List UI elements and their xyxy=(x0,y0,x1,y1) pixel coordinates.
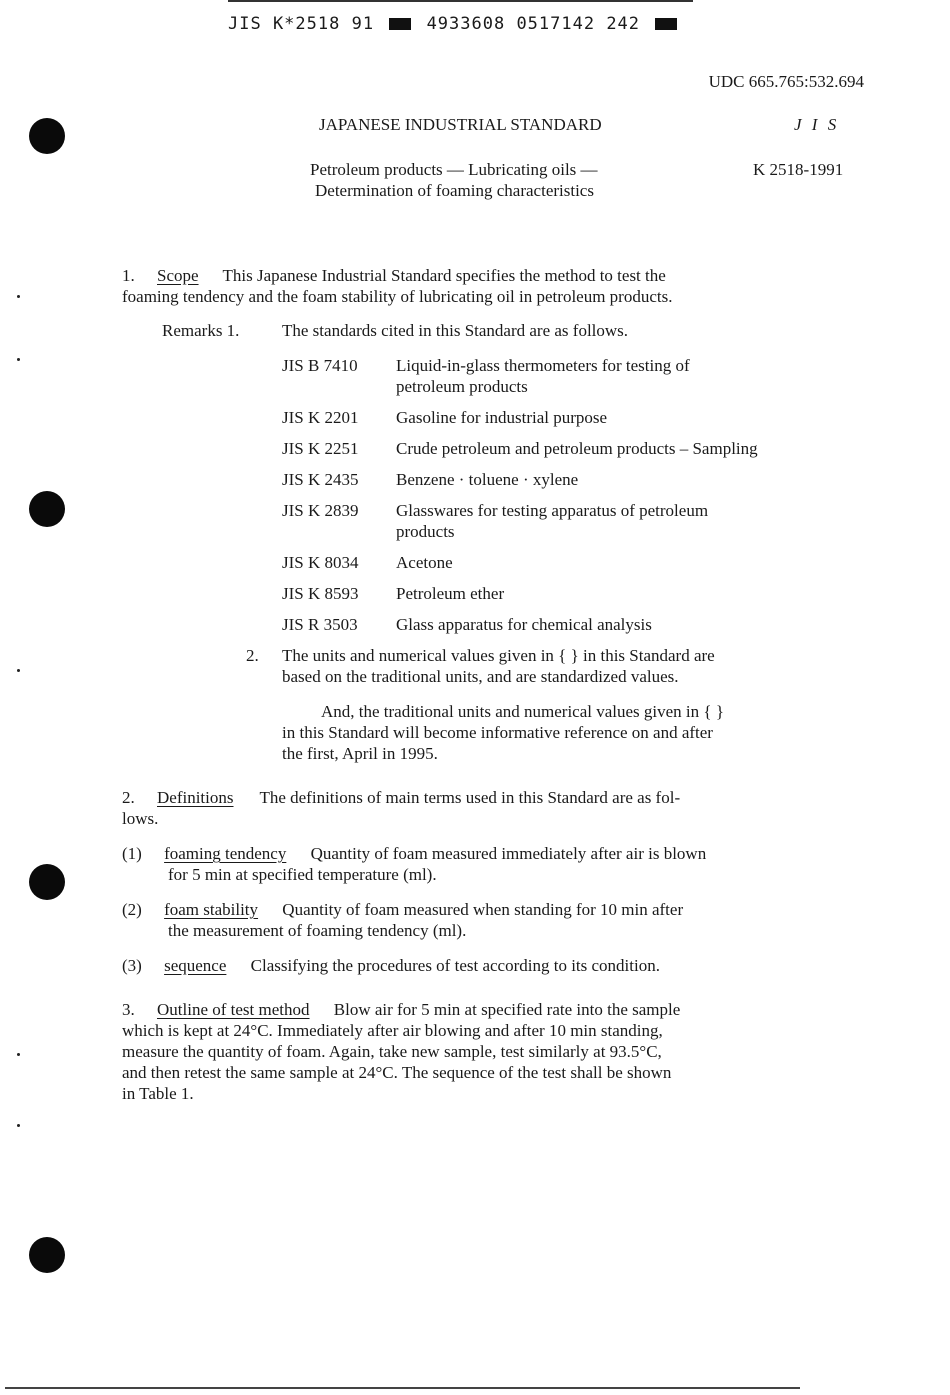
definition-text-cont: the measurement of foaming tendency (ml). xyxy=(168,921,467,940)
cited-standard-code: JIS K 2251 xyxy=(282,439,359,458)
binder-hole xyxy=(29,1237,65,1273)
cited-standard-title: Benzene · toluene · xylene xyxy=(396,470,579,489)
definition-text: Classifying the procedures of test according to its condition. xyxy=(250,956,660,975)
cited-standard-title: Petroleum ether xyxy=(396,584,505,603)
cited-standard-title: Acetone xyxy=(396,553,453,572)
remark-2-para2-cont: the first, April in 1995. xyxy=(282,744,438,763)
doc-title-line2: Determination of foaming characteristics xyxy=(315,181,594,200)
udc-number: UDC 665.765:532.694 xyxy=(708,72,864,91)
section-number: 2. xyxy=(122,788,135,807)
definition-text: Quantity of foam measured immediately after air is blown xyxy=(310,844,707,863)
scan-speck xyxy=(17,358,20,361)
cited-standard-title-cont: petroleum products xyxy=(396,377,528,396)
definitions-section xyxy=(122,788,680,808)
outline-text-cont: which is kept at 24°C. Immediately after air blowing and after 10 min standing, xyxy=(122,1021,663,1040)
binder-hole xyxy=(29,864,65,900)
standard-number: K 2518-1991 xyxy=(753,160,844,179)
remarks-text: The standards cited in this Standard are as follows. xyxy=(282,321,629,340)
scan-speck xyxy=(17,669,20,672)
definition-item xyxy=(122,900,683,920)
remark-2-number: 2. xyxy=(246,646,259,665)
doc-title-line1: Petroleum products — Lubricating oils — xyxy=(310,160,598,179)
definition-term: foam stability xyxy=(164,900,259,919)
definition-number: (1) xyxy=(122,844,142,863)
cited-standard-title: Gasoline for industrial purpose xyxy=(396,408,608,427)
remark-2-para2: And, the traditional units and numerical values given in { } xyxy=(321,702,724,721)
cited-standard-title: Glass apparatus for chemical analysis xyxy=(396,615,652,634)
outline-text-cont: and then retest the same sample at 24°C. The sequence of the test shall be shown xyxy=(122,1063,672,1082)
definition-text-cont: for 5 min at specified temperature (ml). xyxy=(168,865,437,884)
definition-term: sequence xyxy=(164,956,227,975)
top-rule xyxy=(228,0,693,2)
cited-standard-code: JIS K 8034 xyxy=(282,553,359,572)
scan-speck xyxy=(17,295,20,298)
outline-text-cont: in Table 1. xyxy=(122,1084,194,1103)
cited-standard-code: JIS R 3503 xyxy=(282,615,358,634)
cited-standard-code: JIS B 7410 xyxy=(282,356,358,375)
redaction-block xyxy=(389,18,411,30)
outline-heading: Outline of test method xyxy=(157,1000,310,1019)
binder-hole xyxy=(29,118,65,154)
binder-hole xyxy=(29,491,65,527)
scope-section xyxy=(122,266,666,286)
definition-text: Quantity of foam measured when standing for 10 min after xyxy=(282,900,684,919)
definition-term: foaming tendency xyxy=(164,844,287,863)
scope-text-line2: foaming tendency and the foam stability of lubricating oil in petroleum products. xyxy=(122,287,673,306)
section-number: 1. xyxy=(122,266,135,285)
outline-text: Blow air for 5 min at specified rate into the sample xyxy=(333,1000,681,1019)
remarks-label: Remarks 1. xyxy=(162,321,240,340)
outline-section xyxy=(122,1000,680,1020)
bottom-rule xyxy=(5,1387,800,1389)
header-code-part1: JIS K*2518 91 xyxy=(228,14,375,34)
outline-text-cont: measure the quantity of foam. Again, take new sample, test similarly at 93.5°C, xyxy=(122,1042,662,1061)
redaction-block xyxy=(655,18,677,30)
cited-standard-code: JIS K 2201 xyxy=(282,408,359,427)
definition-number: (3) xyxy=(122,956,142,975)
section-number: 3. xyxy=(122,1000,135,1019)
cited-standard-code: JIS K 2839 xyxy=(282,501,359,520)
definitions-text: The definitions of main terms used in this Standard are as fol- xyxy=(259,788,681,807)
jis-mark: J I S xyxy=(794,115,840,134)
standard-name: JAPANESE INDUSTRIAL STANDARD xyxy=(319,115,602,134)
definitions-text-cont: lows. xyxy=(122,809,159,828)
header-code xyxy=(228,14,681,34)
cited-standard-code: JIS K 2435 xyxy=(282,470,359,489)
definitions-heading: Definitions xyxy=(157,788,234,807)
definition-number: (2) xyxy=(122,900,142,919)
definition-item xyxy=(122,844,706,864)
cited-standard-code: JIS K 8593 xyxy=(282,584,359,603)
cited-standard-title: Liquid-in-glass thermometers for testing of xyxy=(396,356,690,375)
header-code-part2: 4933608 0517142 242 xyxy=(426,14,641,34)
remark-2-text: The units and numerical values given in { } in this Standard are xyxy=(282,646,715,665)
remark-2-text-cont: based on the traditional units, and are standardized values. xyxy=(282,667,679,686)
definition-item xyxy=(122,956,660,976)
cited-standard-title: Crude petroleum and petroleum products – Sampling xyxy=(396,439,758,458)
remark-2-para2-cont: in this Standard will become informative reference on and after xyxy=(282,723,713,742)
cited-standard-title: Glasswares for testing apparatus of petroleum xyxy=(396,501,709,520)
scan-speck xyxy=(17,1053,20,1056)
cited-standard-title-cont: products xyxy=(396,522,455,541)
scan-speck xyxy=(17,1124,20,1127)
scope-heading: Scope xyxy=(157,266,199,285)
scope-text: This Japanese Industrial Standard specifies the method to test the xyxy=(222,266,666,285)
